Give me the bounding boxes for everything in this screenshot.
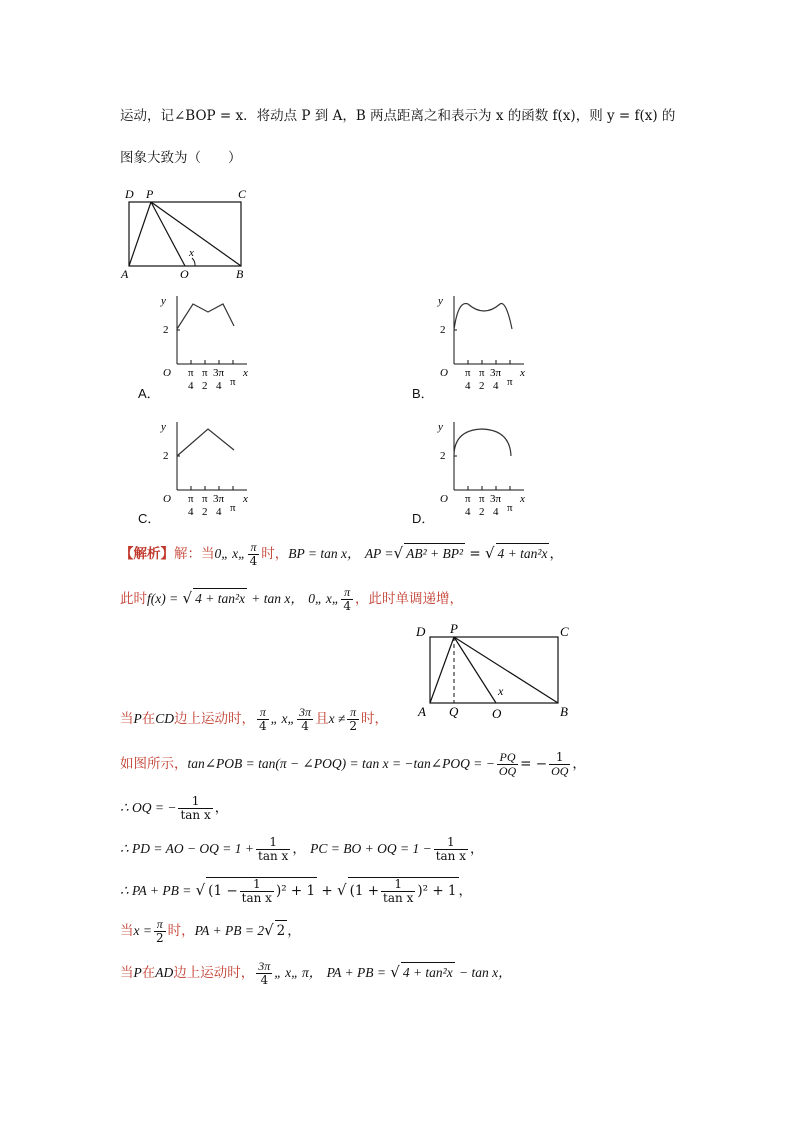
sol-text: 在 — [141, 711, 156, 727]
sol-text: 且 — [315, 711, 329, 727]
x-axis-label: x — [520, 367, 525, 379]
x-tick-label: 3π — [490, 367, 502, 379]
sol-math: ， — [469, 841, 484, 857]
y-tick-label: 2 — [163, 324, 169, 336]
problem-line-1 — [120, 106, 675, 126]
problem-text-1: 运动，记∠BOP = x．将动点 P 到 A，B 两点距离之和表示为 x 的函数 f(x)，则 y = f(x) 的 — [120, 108, 676, 124]
sol-math: f(x) = — [147, 591, 179, 606]
sol-text: 边上运动时， — [173, 965, 255, 981]
sol-math: − tan x， — [459, 965, 512, 980]
frac-pi-2: $\frac{\pi}{2}$ — [155, 917, 164, 945]
label-P: P — [450, 621, 458, 636]
sol-math: CD — [155, 711, 175, 726]
sqrt-5: (1 + $\frac{1}{\text{tan x}}$ )² + 1 — [349, 877, 457, 905]
sol-math: „ x„ π， — [274, 965, 323, 980]
label-A: A — [121, 267, 129, 280]
x-tick-label: π — [188, 367, 194, 379]
label-C: C — [238, 187, 247, 201]
label-B: B — [560, 704, 568, 719]
rectangle-figure-2 — [410, 620, 580, 720]
option-label-a[interactable]: A． — [138, 386, 160, 401]
curve-arches — [454, 304, 512, 330]
option-graph-b — [432, 290, 542, 400]
sol-text: 此时 — [120, 591, 147, 607]
x-tick-label: π — [230, 376, 236, 388]
sol-math: P — [133, 711, 142, 726]
x-tick-label: π — [479, 367, 485, 379]
sol-math: = — [469, 546, 481, 562]
y-axis-label: y — [161, 421, 166, 433]
solution-line-9: 当P在AD边上运动时， $\frac{3\pi}{4}$ „ x„ π， PA + PB = √ 4 + tan²x − tan x， — [120, 959, 512, 987]
sqrt-2: 4 + tan²x — [496, 543, 550, 564]
x-tick-label: π — [507, 502, 513, 514]
y-tick-label: 2 — [440, 324, 446, 336]
option-graph-d — [432, 416, 542, 526]
x-tick-label: 2 — [202, 506, 208, 518]
solution-line-8: 当x = $\frac{\pi}{2}$ 时，PA + PB = 2√ 2 ， — [120, 917, 301, 945]
solution-line-7: ∴ PA + PB = √ (1 − $\frac{1}{\text{tan x}}$ )² + 1 + √ (1 + $\frac{1}{\text{tan x}}$ )² + 1 ， — [120, 877, 473, 905]
x-tick-label: 3π — [213, 367, 225, 379]
sol-text: 时， — [167, 923, 195, 939]
label-O: O — [180, 267, 189, 280]
y-axis-label: y — [161, 295, 166, 307]
frac-3pi-4: $\frac{3\pi}{4}$ — [299, 705, 312, 733]
x-tick-label: 3π — [490, 493, 502, 505]
frac-pq-oq: $\frac{PQ}{OQ}$ — [498, 750, 517, 778]
x-tick-label: 4 — [493, 506, 499, 518]
x-tick-label: π — [188, 493, 194, 505]
sol-math: ， — [287, 923, 301, 939]
sol-math: PA + PB = 2 — [194, 923, 265, 938]
sol-math: ， — [549, 546, 563, 562]
problem-line-2 — [120, 148, 242, 168]
solution-line-2: 此时f(x) = √ 4 + tan²x + tan x， 0„ x„ $\frac{\pi}{4}$ ，此时单调递增， — [120, 585, 463, 613]
frac-pi-2: $\frac{\pi}{2}$ — [349, 705, 357, 733]
sol-math: ∴ PD = AO − OQ = 1 + — [120, 841, 255, 856]
x-tick-label: π — [202, 493, 208, 505]
sol-math: ∴ PA + PB = — [120, 883, 192, 898]
option-label-d[interactable]: D． — [412, 511, 435, 526]
frac-1-oq: $\frac{1}{OQ}$ — [551, 750, 569, 778]
sol-math: ， — [214, 800, 229, 816]
sol-text: ，此时单调递增， — [354, 591, 463, 607]
sol-math: AP = — [364, 546, 394, 561]
sol-text: 时， — [360, 711, 388, 727]
curve-zigzag — [177, 304, 234, 329]
option-graph-a — [155, 290, 265, 400]
label-x: x — [189, 247, 194, 259]
origin-label: O — [163, 493, 171, 505]
frac-pi-4: $\frac{\pi}{4}$ — [343, 585, 351, 613]
x-tick-label: 3π — [213, 493, 225, 505]
label-C: C — [560, 624, 569, 639]
frac-1-tanx: $\frac{1}{\text{tan x}}$ — [258, 835, 289, 863]
sol-math: AD — [155, 965, 174, 980]
sol-math: ， — [458, 883, 473, 899]
sol-math: = − — [520, 756, 548, 772]
x-axis-label: x — [243, 493, 248, 505]
sol-math: BP = tan x， — [288, 546, 361, 561]
sol-math: tan∠POB = tan(π − ∠POQ) = tan x = −tan∠POQ = − — [187, 756, 495, 771]
x-tick-label: π — [202, 367, 208, 379]
sol-math: „ x„ — [270, 711, 296, 726]
x-tick-label: π — [479, 493, 485, 505]
sol-text: 边上运动时， — [174, 711, 256, 727]
curve-dome — [454, 429, 511, 456]
sol-math: 0„ x„ — [214, 546, 246, 561]
x-tick-label: 4 — [216, 506, 222, 518]
x-tick-label: π — [230, 502, 236, 514]
origin-label: O — [440, 367, 448, 379]
sqrt-7: 4 + tan²x — [401, 962, 455, 983]
sol-math: ， — [572, 756, 586, 772]
frac-3pi-4: $\frac{3\pi}{4}$ — [258, 959, 271, 987]
sol-math: PC = BO + OQ = 1 − — [310, 841, 432, 856]
frac-pi-4: $\frac{\pi}{4}$ — [259, 705, 267, 733]
sol-math: + — [321, 883, 333, 899]
origin-label: O — [163, 367, 171, 379]
label-Q: Q — [449, 704, 459, 719]
frac-1-tanx: $\frac{1}{\text{tan x}}$ — [435, 835, 466, 863]
sol-text: 如图所示， — [120, 756, 188, 772]
x-tick-label: 2 — [479, 380, 485, 392]
sqrt-4: (1 − $\frac{1}{\text{tan x}}$ )² + 1 — [208, 877, 316, 905]
x-tick-label: 4 — [493, 380, 499, 392]
sol-text: 时， — [261, 546, 289, 562]
x-tick-label: 4 — [188, 506, 194, 518]
sqrt-3: 4 + tan²x — [193, 588, 247, 609]
solution-line-4 — [120, 751, 586, 778]
x-tick-label: 2 — [202, 380, 208, 392]
x-tick-label: 2 — [479, 506, 485, 518]
label-O: O — [492, 706, 502, 720]
x-axis-label: x — [520, 493, 525, 505]
solution-tag: 【解析】 — [120, 546, 174, 562]
x-tick-label: 4 — [188, 380, 194, 392]
y-axis-label: y — [438, 295, 443, 307]
option-label-b[interactable]: B． — [412, 386, 434, 401]
sqrt-1: AB² + BP² — [404, 543, 465, 564]
sol-text: 当 — [120, 923, 134, 939]
problem-text-2: 图象大致为（ ） — [120, 150, 242, 166]
sol-math: x ≠ — [328, 711, 346, 726]
frac-pi-4: $\frac{\pi}{4}$ — [249, 540, 258, 568]
option-graph-c — [155, 416, 265, 526]
label-P: P — [146, 187, 154, 201]
frac-1-tanx: $\frac{1}{\text{tan x}}$ — [180, 794, 211, 822]
x-tick-label: π — [465, 493, 471, 505]
label-A: A — [418, 704, 426, 719]
y-tick-label: 2 — [440, 450, 446, 462]
label-D: D — [416, 624, 426, 639]
label-x: x — [498, 684, 504, 698]
solution-line-5 — [120, 795, 228, 822]
y-axis-label: y — [438, 421, 443, 433]
sol-text: 当 — [120, 711, 134, 727]
sol-math: PA + PB = — [326, 965, 386, 980]
x-tick-label: 4 — [216, 380, 222, 392]
x-tick-label: 4 — [465, 506, 471, 518]
sol-math: 0„ x„ — [308, 591, 340, 606]
x-tick-label: 4 — [465, 380, 471, 392]
sol-math: + tan x， — [251, 591, 304, 606]
sol-math: ， — [292, 841, 306, 857]
sol-math: ∴ OQ = − — [120, 800, 177, 815]
x-axis-label: x — [243, 367, 248, 379]
solution-line-3 — [120, 706, 388, 733]
label-D: D — [125, 187, 134, 201]
sol-math: P — [133, 965, 142, 980]
option-label-c[interactable]: C． — [138, 511, 161, 526]
solution-line-1: 【解析】解：当0„ x„ $\frac{\pi}{4}$ 时，BP = tan x， AP =√ AB² + BP² = √ 4 + tan²x ， — [120, 540, 563, 568]
y-tick-label: 2 — [163, 450, 169, 462]
solution-line-6 — [120, 836, 483, 863]
curve-tent — [177, 429, 234, 456]
sol-text: 解：当 — [174, 546, 215, 562]
x-tick-label: π — [507, 376, 513, 388]
origin-label: O — [440, 493, 448, 505]
sol-math: x = — [133, 923, 152, 938]
x-tick-label: π — [465, 367, 471, 379]
sqrt-6: 2 — [275, 920, 288, 941]
rectangle-figure — [118, 184, 258, 280]
sol-text: 当 — [120, 965, 134, 981]
label-B: B — [236, 267, 244, 280]
sol-text: 在 — [141, 965, 156, 981]
